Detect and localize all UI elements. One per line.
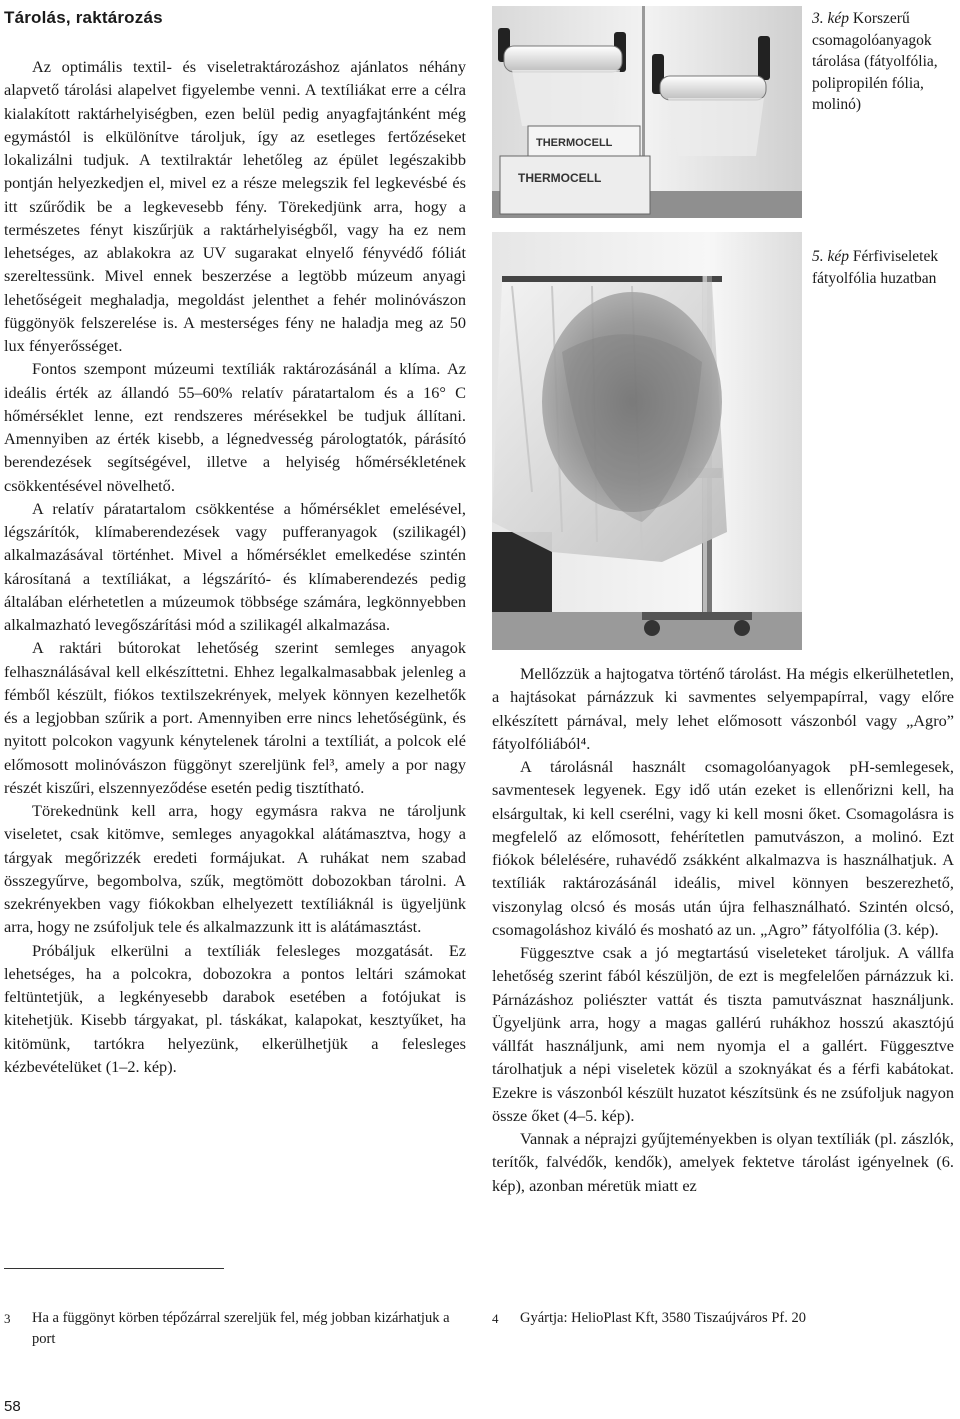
photo-garment-rack bbox=[492, 232, 802, 650]
packaging-photo-illustration bbox=[492, 6, 802, 218]
right-text-column bbox=[492, 662, 954, 1197]
paragraph: Az optimális textil- és viseletraktározáshoz ajánlatos néhány alapvető tárolási alapelvet figyelembe venni. A textíliákat erre a célra kialakított raktárhelyiségben, ezen belül pedig anyagfajtánként még egymástól is elkülönítve tároljuk, így az esetleges fertőzéseket lokalizálni tudjuk. A textilraktár lehetőleg az épület legészakibb pontján helyezkedjen el, mivel ez a része melegszik fel legkevésbé és itt szűrődik be a legkevesebb fény. Törekedjünk arra, hogy a természetes fényt kiszűrjük a raktárhelyiségből, vagy ha ez nem lehetséges, az ablakokra az UV sugarakat elnyelő fényvédő fóliát szereltessünk. Mivel ennek beszerzése a legtöbb múzeum anyagi lehetőségeit meghaladja, megoldást jelenthet a fehér molinóvászon függönyök felszerelése is. A mesterséges fény ne haladja meg az 50 lux fényerősséget. bbox=[4, 57, 466, 355]
photo-packaging-materials bbox=[492, 6, 802, 218]
footnote-number: 3 bbox=[4, 1311, 11, 1326]
box-label: THERMOCELL bbox=[518, 171, 602, 185]
paragraph: Mellőzzük a hajtogatva történő tárolást. Ha mégis elkerülhetetlen, a hajtásokat párnázzuk ki savmentes selyempapírral, vagy előre elkészített párnával, mely lehet előmosott vászonból vagy „Agro” fátyolfóliából⁴. bbox=[492, 664, 954, 753]
page-number: 58 bbox=[4, 1398, 21, 1415]
paragraph: Fontos szempont múzeumi textíliák raktározásánál a klíma. Az ideális érték az állandó 55–60% relatív páratartalom és a 16° C hőmérséklet lenne, ezt rendszeres mérésekkel be tudjuk állítani. Amennyiben az érték kisebb, a légnedvesség párologtatók, párásító berendezések segítségével, illetve a helyiség hőmérsékletének csökkentésével növelhető. bbox=[4, 359, 466, 495]
caption-label: 3. kép bbox=[812, 10, 850, 27]
footnote-separator bbox=[4, 1268, 224, 1269]
paragraph: Függesztve csak a jó megtartású viseleteket tároljuk. A vállfa lehetőség szerint fából készüljön, de ezt is megfelelően párnázzuk ki. Párnázáshoz poliészter vattát és tiszta pamutvásznat használjunk. Ügyeljünk arra, hogy a magas gallérú ruhákhoz hosszú akasztójú vállfát használjunk, ami nem nyomja el a gallért. Függesztve tárolhatjuk a népi viseletek közül a szoknyákat és a férfi kabátokat. Ezekre is vászonból készült huzatot készítsünk és ne zsúfoljuk nagyon össze őket (4–5. kép). bbox=[492, 943, 954, 1125]
paragraph: Törekednünk kell arra, hogy egymásra rakva ne tároljunk viseletet, csak kitömve, semleges anyagokkal alátámasztva, hogy a tárgyak megőrizzék eredeti formájukat. A ruhákat nem szabad összegyűrve, begombolva, szűk, megtömött dobozokban tárolni. A szekrényekben vagy fiókokban elhelyezett textíliáknál is ügyeljünk arra, hogy ne zsúfoljuk tele és alkalmazzunk itt is alátámasztást. bbox=[4, 801, 466, 937]
photo-5-caption bbox=[812, 246, 957, 289]
paragraph: A relatív páratartalom csökkentése a hőmérséklet emelésével, légszárítók, klímaberendezések vagy pufferanyagok (szilikagél) alkalmazásával történhet. Mivel a hőmérséklet emelkedése szintén károsítaná a textíliákat, a légszárító- és klímaberendezés pedig általában elérhetetlen a múzeumok többsége számára, legkönnyebben alkalmazható levegőszárítási mód a szilikagél alkalmazása. bbox=[4, 498, 466, 634]
garment-rack-photo-illustration bbox=[492, 232, 802, 650]
box-label: THERMOCELL bbox=[536, 137, 613, 149]
caption-text: Korszerű csomagolóanyagok tárolása (fátyolfólia, polipropilén fólia, molinó) bbox=[812, 10, 938, 113]
photo-3-caption bbox=[812, 8, 957, 116]
footnote-number: 4 bbox=[492, 1311, 499, 1326]
footnote-text: Gyártja: HelioPlast Kft, 3580 Tiszaújváros Pf. 20 bbox=[520, 1310, 806, 1326]
paragraph: A tárolásnál használt csomagolóanyagok pH-semlegesek, savmentesek legyenek. Egy idő után ezeket is ellenőrizni kell, ha elsárgultak, ki kell cserélni, vagy ki kell mosni őket. Csomagolásra is megfelelő az előmosott, fehérítetlen pamutvászon, a molinó. Ezt fiókok bélelésére, ruhavédő zsákként alkalmazva is használhatjuk. A textíliák raktározásánál ideális, mivel könnyen beszerezhető, viszonylag olcsó és mosás után újra felhasználható. Szintén olcsó, csomagoláshoz kiváló és mosható az un. „Agro” fátyolfólia (3. kép). bbox=[492, 757, 954, 939]
section-heading: Tárolás, raktározás bbox=[4, 8, 163, 27]
paragraph: Vannak a néprajzi gyűjteményekben is olyan textíliák (pl. zászlók, terítők, falvédők, kendők), amelyek fektetve tárolást igényelnek (6. kép), azonban méretük miatt ez bbox=[492, 1129, 954, 1195]
footnote-4 bbox=[492, 1308, 952, 1329]
paragraph: A raktári bútorokat lehetőség szerint semleges anyagok felhasználásával kell elkészíttetni. Ehhez legalkalmasabbak jelenleg a fémből készült, fiókos textilszekrények, melyek könnyen kezelhetők és a legjobban szűrik a port. Amennyiben erre nincs lehetőségünk, és nyitott polcokon vagyunk kénytelenek tárolni a textíliát, a polcok elé előmosott molinóvászon függönyt szereljünk fel³, amely a por nagy részét kiszűri, elszennyeződése esetén pedig tisztítható. bbox=[4, 638, 466, 797]
caption-text: Férfiviseletek fátyolfólia huzatban bbox=[812, 248, 939, 287]
footnote-text: Ha a függönyt körben tépőzárral szereljük fel, még jobban kizárhatjuk a port bbox=[32, 1310, 450, 1347]
left-text-column bbox=[4, 55, 466, 1078]
caption-label: 5. kép bbox=[812, 248, 850, 265]
footnote-3 bbox=[4, 1308, 472, 1350]
paragraph: Próbáljuk elkerülni a textíliák felesleges mozgatását. Ez lehetséges, ha a polcokra, dobozokra a pontos leltári számokat feltüntetjük, a legkényesebb darabok esetében a fotójukat is kitehetjük. Kisebb tárgyakat, pl. táskákat, kalapokat, kesztyűket, ha kitömünk, tartókra helyezünk, elkerülhetjük a felesleges kézbevételüket (1–2. kép). bbox=[4, 940, 466, 1076]
